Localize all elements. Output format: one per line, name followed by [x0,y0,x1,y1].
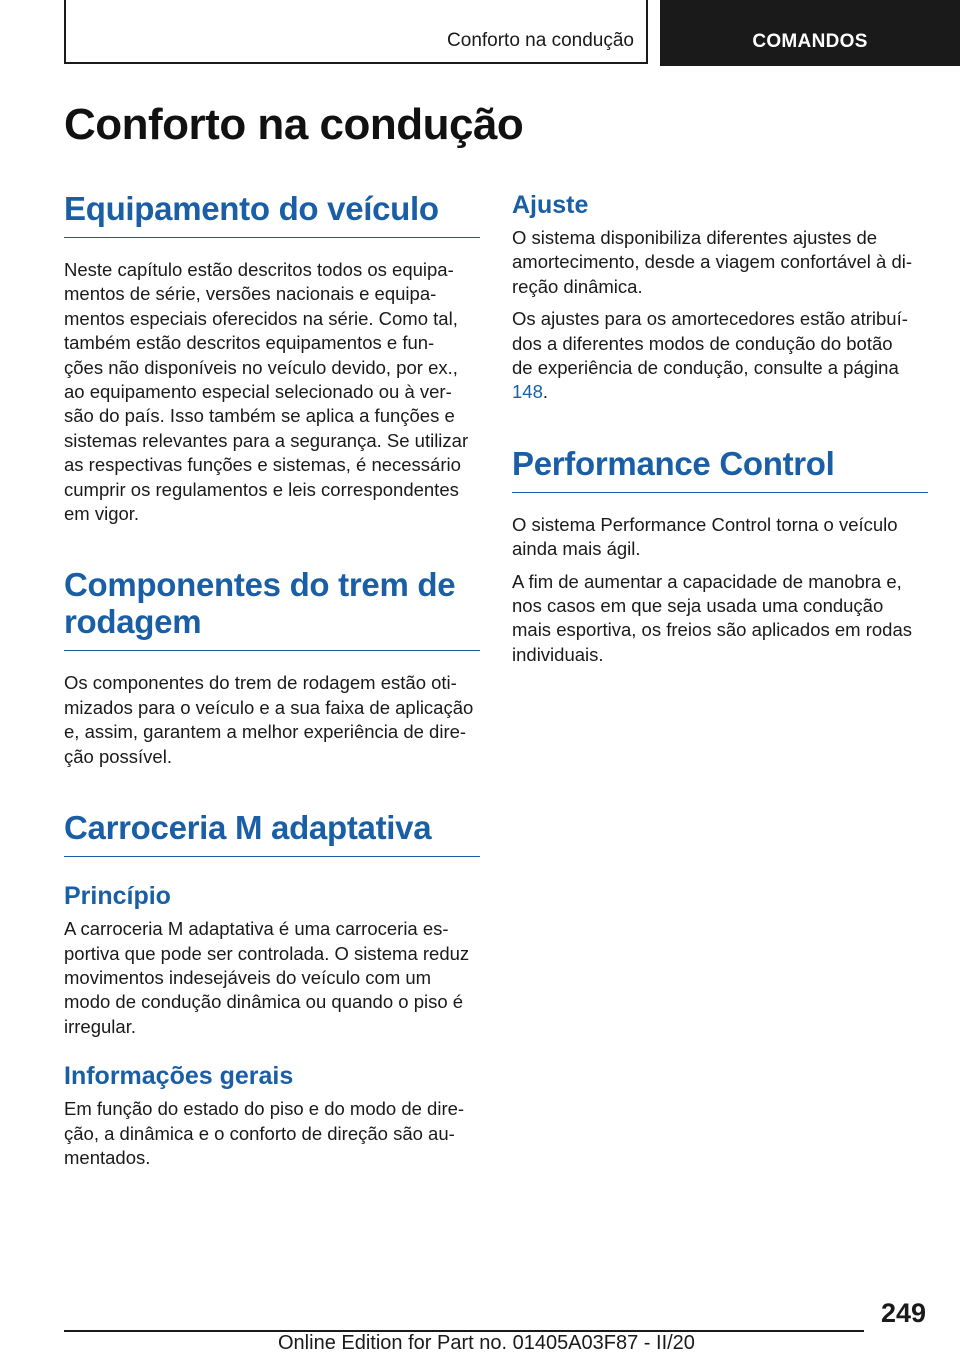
header-chapter-tab [660,0,960,66]
page-title: Conforto na condução [64,100,524,149]
left-column [64,190,480,1170]
heading-componentes: Componentes do trem de rodagem [64,566,480,651]
header-section-box [64,0,648,64]
page-reference-link[interactable]: 148 [512,381,543,403]
paragraph-componentes: Os componentes do trem de rodagem estão oti‐ mizados para o veículo e a sua faixa de aplicação e, assim, garantem a melhor experiência de dire‐ ção possível. [64,672,474,767]
subheading-principio: Princípio [64,882,171,911]
heading-carroceria: Carroceria M adaptativa [64,809,480,857]
paragraph-performance-2: A fim de aumentar a capacidade de manobra e, nos casos em que seja usada uma condução mais esportiva, os freios são aplicados em rodas individuais. [512,570,912,665]
paragraph-informacoes: Em função do estado do piso e do modo de dire‐ ção, a dinâmica e o conforto de direção são au‐ mentados. [64,1098,465,1168]
paragraph-ajuste-1: O sistema disponibiliza diferentes ajustes de amortecimento, desde a viagem confortável à di‐ reção dinâmica. [512,227,913,297]
paragraph-equipamento: Neste capítulo estão descritos todos os equipa‐ mentos de série, versões nacionais e equipa‐ mentos especiais oferecidos na série. Como tal, também estão descritos equipamentos e fun‐ ções não disponíveis no veículo devido, por ex., ao equipamento especial selecionado ou à ver‐ são do país. Isso também se aplica a funções e sistemas relevantes para a segurança. Se utilizar as respectivas funções e sistemas, é necessário cumprir os regulamentos e leis correspondentes em vigor. [64,259,469,525]
subheading-informacoes: Informações gerais [64,1062,294,1091]
heading-equipamento: Equipamento do veículo [64,190,480,238]
heading-performance-control: Performance Control [512,445,928,493]
subheading-ajuste: Ajuste [512,191,589,219]
header-section-title: Conforto na condução [447,30,634,51]
header-chapter-label: COMANDOS [752,31,868,52]
paragraph-principio: A carroceria M adaptativa é uma carroceria es‐ portiva que pode ser controlada. O sistema reduz movimentos indesejáveis do veículo com um modo de condução dinâmica ou quando o piso é irregular. [64,918,470,1037]
footer-edition: Online Edition for Part no. 01405A03F87 - II/20 [278,1332,695,1354]
page-number: 249 [880,1298,926,1328]
paragraph-ajuste-2: Os ajustes para os amortecedores estão atribuí‐ dos a diferentes modos de condução do botão de experiência de condução, consulte a página 148. [512,308,908,403]
paragraph-performance-1: O sistema Performance Control torna o veículo ainda mais ágil. [512,513,898,560]
right-column [512,190,928,667]
